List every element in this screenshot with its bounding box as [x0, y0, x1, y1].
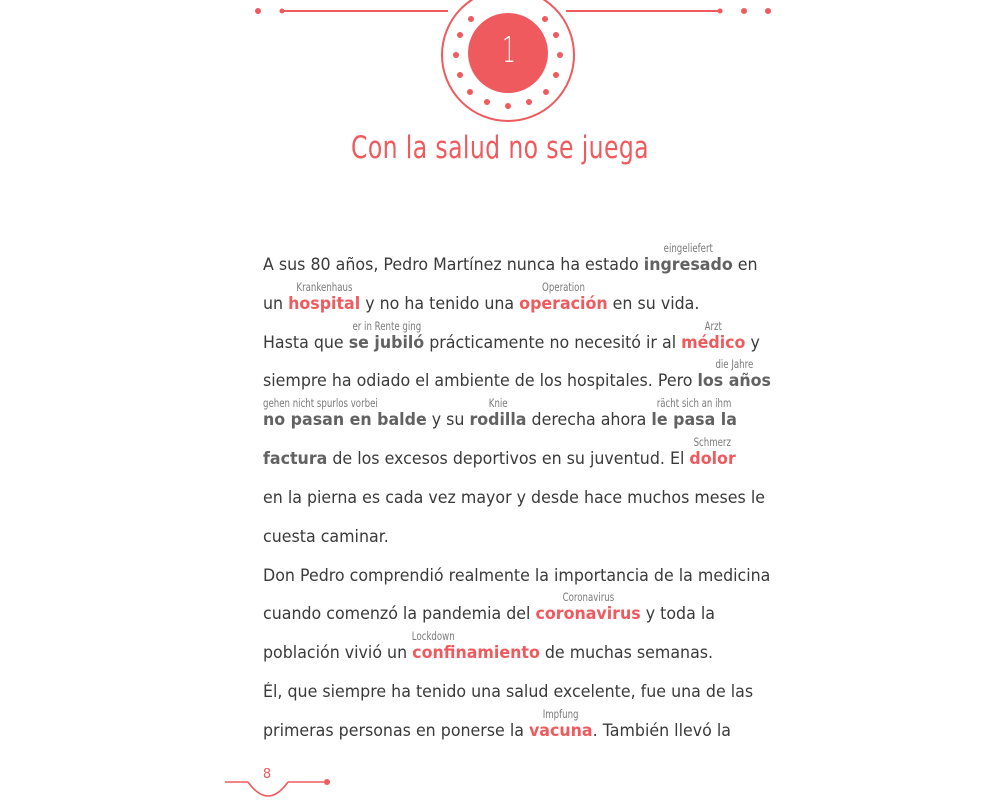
vocab-gloss: eingeliefert [663, 241, 713, 255]
vocab-gloss: Impfung [542, 707, 579, 721]
vocab-gloss: er in Rente ging [352, 319, 421, 333]
vocab-word: se jubiló [348, 333, 425, 352]
vocab-term [528, 707, 593, 741]
vocab-term [697, 357, 772, 391]
vocab-gloss: Arzt [704, 319, 722, 333]
text-span: siempre ha odiado el ambiente de los hospitales. Pero [263, 371, 698, 390]
vocab-term [348, 319, 425, 353]
vocab-word: confinamiento [412, 643, 540, 662]
vocab-gloss: rächt sich an ihm [656, 396, 732, 410]
text-span: primeras personas en ponerse la [263, 721, 529, 740]
vocab-word: dolor [689, 449, 736, 468]
text-span: de muchas semanas. [539, 643, 714, 662]
vocab-gloss: gehen nicht spurlos vorbei [263, 396, 378, 410]
text-span: y no ha tenido una [360, 294, 520, 313]
vocab-word: ingresado [643, 255, 733, 274]
vocab-gloss: Schmerz [693, 435, 732, 449]
footer-ornament [0, 760, 1000, 800]
vocab-word: factura [263, 449, 328, 468]
text-line-6 [263, 435, 736, 469]
text-span: cuando comenzó la pandemia del [263, 604, 536, 623]
text-line-7: en la pierna es cada vez mayor y desde hace muchos meses le [263, 488, 765, 507]
vocab-term [263, 396, 427, 430]
vocab-word: coronavirus [535, 604, 641, 623]
vocab-gloss: Knie [488, 396, 508, 410]
vocab-gloss: Coronavirus [562, 590, 614, 604]
vocab-word: los años [697, 371, 772, 390]
text-line-13 [263, 707, 731, 741]
text-span: de los excesos deportivos en su juventud. El [327, 449, 690, 468]
vocab-term [288, 280, 361, 314]
text-span: un [263, 294, 289, 313]
text-span: y su [426, 410, 470, 429]
text-line-11 [263, 629, 714, 663]
vocab-term [689, 435, 736, 469]
text-line-1 [263, 241, 758, 275]
vocab-gloss: die Jahre [715, 357, 754, 371]
text-span: población vivió un [263, 643, 413, 662]
vocab-term [519, 280, 608, 314]
vocab-gloss: Lockdown [412, 629, 456, 643]
text-span: prácticamente no necesitó ir al [424, 333, 682, 352]
chapter-title: Con la salud no se juega [351, 130, 649, 166]
vocab-word: hospital [288, 294, 361, 313]
vocab-term [535, 590, 641, 624]
text-line-4 [263, 357, 772, 391]
vocab-word: le pasa la [651, 410, 737, 429]
vocab-term [412, 629, 540, 663]
text-line-8: cuesta caminar. [263, 527, 389, 546]
vocab-gloss: Operation [541, 280, 585, 294]
vocab-term [643, 241, 733, 275]
vocab-gloss: Krankenhaus [296, 280, 353, 294]
text-span: y [745, 333, 760, 352]
vocab-word: no pasan en balde [263, 410, 427, 429]
vocab-term [469, 396, 527, 430]
text-line-5 [263, 396, 737, 430]
text-span: en su vida. [607, 294, 700, 313]
text-span: Hasta que [263, 333, 349, 352]
text-span: derecha ahora [526, 410, 652, 429]
text-span: . También llevó la [592, 721, 731, 740]
text-line-10 [263, 590, 715, 624]
vocab-word: médico [681, 333, 746, 352]
vocab-word: vacuna [528, 721, 593, 740]
text-line-2 [263, 280, 700, 314]
chapter-number: 1 [502, 30, 516, 71]
text-span: y toda la [640, 604, 715, 623]
text-line-3 [263, 319, 760, 353]
text-line-9: Don Pedro comprendió realmente la importancia de la medicina [263, 566, 771, 585]
page-number: 8 [262, 767, 272, 782]
vocab-word: rodilla [469, 410, 527, 429]
text-line-12: Él, que siempre ha tenido una salud excelente, fue una de las [263, 682, 754, 701]
text-span: en [732, 255, 758, 274]
text-span: A sus 80 años, Pedro Martínez nunca ha estado [263, 255, 644, 274]
vocab-term [681, 319, 746, 353]
vocab-term [651, 396, 737, 430]
vocab-word: operación [519, 294, 608, 313]
vocab-term [263, 449, 327, 469]
